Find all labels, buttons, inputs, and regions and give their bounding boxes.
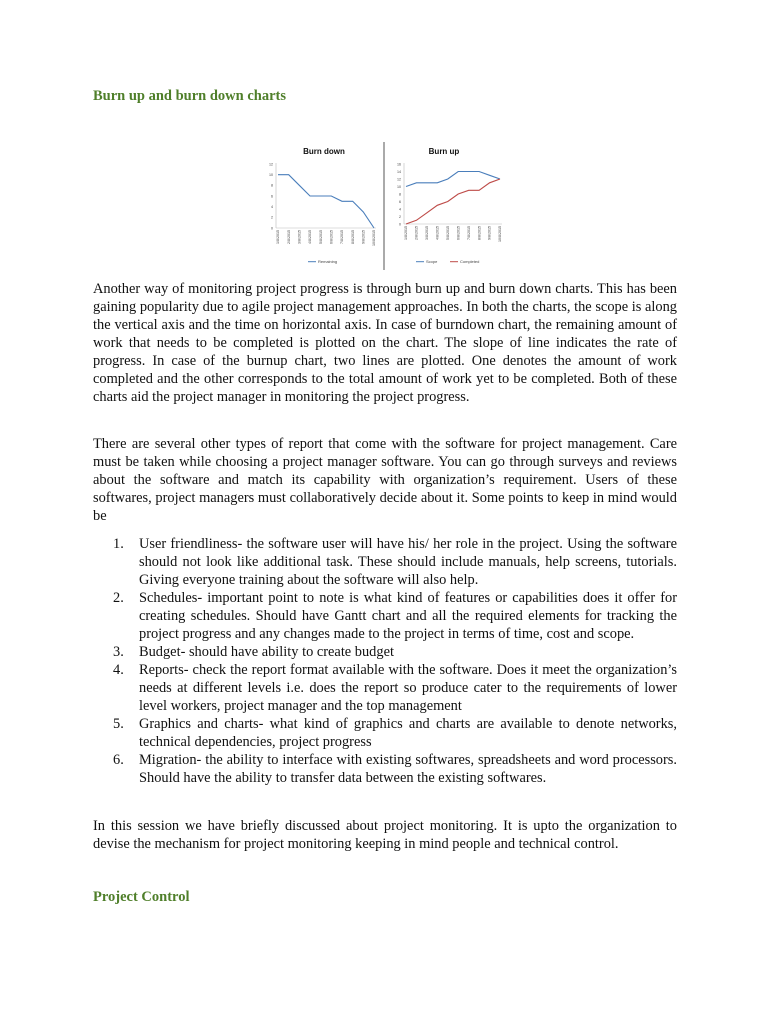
burnup-x-tick-label: 9/8/2015 <box>487 226 492 240</box>
burndown-chart-title: Burn down <box>303 147 345 156</box>
list-item <box>93 661 677 715</box>
burnup-x-tick-label: 3/8/2015 <box>425 226 430 240</box>
burndown-y-tick-label: 0 <box>271 226 273 231</box>
burnup-legend-label: Completed <box>460 259 480 264</box>
burnup-y-tick-label: 8 <box>399 192 401 197</box>
burndown-x-tick-label: 8/8/2015 <box>350 230 355 244</box>
points-list <box>93 535 677 787</box>
burnup-y-tick-label: 4 <box>399 207 401 212</box>
list-item-number: 4. <box>113 662 124 678</box>
list-item-number: 6. <box>113 752 124 768</box>
burndown-x-tick-label: 9/8/2015 <box>361 230 366 244</box>
list-item-text: Budget- should have ability to create budget <box>139 644 394 660</box>
burnup-x-tick-label: 6/8/2015 <box>456 226 461 240</box>
burndown-y-tick-label: 8 <box>271 183 273 188</box>
burnup-y-tick-label: 12 <box>397 177 401 182</box>
list-item-number: 5. <box>113 716 124 732</box>
burnup-x-tick-label: 1/8/2015 <box>404 226 409 240</box>
list-item <box>93 535 677 589</box>
burnup-x-tick-label: 10/8/2015 <box>498 226 503 242</box>
burndown-y-tick-label: 6 <box>271 194 273 199</box>
list-item-text: Migration- the ability to interface with existing softwares, spreadsheets and word processors. Should have the ability to transfer data between the existing softwares. <box>139 752 677 786</box>
burnup-y-tick-label: 2 <box>399 214 401 219</box>
paragraph-summary: In this session we have briefly discussed about project monitoring. It is upto the organization to devise the mechanism for project monitoring keeping in mind people and technical control. <box>93 818 677 852</box>
paragraph-report-types: There are several other types of report that come with the software for project management. Care must be taken while choosing a project manager software. You can go through surveys and reviews about the software and match its capability with organization’s requirement. Users of these softwares, project managers must collaboratively decide about it. Some points to keep in mind would be <box>93 436 677 524</box>
burndown-x-tick-label: 7/8/2015 <box>340 230 345 244</box>
burnup-y-tick-label: 14 <box>397 169 401 174</box>
list-item-text: Reports- check the report format available with the software. Does it meet the organization’s needs at different levels i.e. does the report so produce cater to the requirements of lower level workers, project manager and the top management <box>139 662 677 714</box>
burnup-series-line-completed <box>406 179 500 224</box>
burndown-x-tick-label: 3/8/2015 <box>297 230 302 244</box>
burndown-x-tick-label: 2/8/2015 <box>286 230 291 244</box>
burndown-y-tick-label: 2 <box>271 215 273 220</box>
list-item-text: Graphics and charts- what kind of graphics and charts are available to denote networks, technical dependencies, project progress <box>139 716 677 750</box>
burnup-y-tick-label: 10 <box>397 184 401 189</box>
burnup-y-tick-label: 16 <box>397 162 401 167</box>
list-item <box>93 643 677 661</box>
list-item-text: Schedules- important point to note is what kind of features or capabilities does it offer for creating schedules. Should have Gantt chart and all the required elements for tracking the project progress and any changes made to the project in terms of time, cost and scope. <box>139 590 677 642</box>
list-item-number: 1. <box>113 536 124 552</box>
burndown-x-tick-label: 5/8/2015 <box>318 230 323 244</box>
section-heading-burn-charts: Burn up and burn down charts <box>93 88 287 104</box>
burnup-y-tick-label: 6 <box>399 199 401 204</box>
burndown-y-tick-label: 4 <box>271 204 273 209</box>
list-item-number: 2. <box>113 590 124 606</box>
burnup-y-tick-label: 0 <box>399 222 401 227</box>
list-item-text: User friendliness- the software user will have his/ her role in the project. Using the software should not look like additional task. These should include manuals, help screens, tutorials. Giving everyone training about the software will also help. <box>139 536 677 588</box>
burndown-x-tick-label: 10/8/2015 <box>372 230 377 246</box>
burnup-x-tick-label: 2/8/2015 <box>414 226 419 240</box>
paragraph-burn-charts: Another way of monitoring project progress is through burn up and burn down charts. This has been gaining popularity due to agile project management approaches. In both the charts, the scope is along the vertical axis and the time on horizontal axis. In case of burndown chart, the remaining amount of work that needs to be completed is plotted on the chart. The slope of line indicates the rate of progress. In case of the burnup chart, two lines are plotted. One denotes the amount of work completed and the other corresponds to the total amount of work yet to be completed. Both of these charts aid the project manager in monitoring the project progress. <box>93 281 677 405</box>
list-item <box>93 751 677 787</box>
burndown-x-tick-label: 1/8/2015 <box>276 230 281 244</box>
list-item <box>93 715 677 751</box>
burnup-chart-title: Burn up <box>428 147 460 156</box>
burnup-x-tick-label: 8/8/2015 <box>477 226 482 240</box>
list-item <box>93 589 677 643</box>
burndown-y-tick-label: 10 <box>269 172 273 177</box>
burn-charts-figure <box>258 142 516 270</box>
burnup-legend-label: Scope <box>426 259 438 264</box>
burndown-x-tick-label: 4/8/2015 <box>308 230 313 244</box>
burnup-series-line-scope <box>406 172 500 187</box>
section-heading-project-control: Project Control <box>93 889 190 905</box>
burndown-legend-label: Remaining <box>318 259 338 264</box>
burnup-x-tick-label: 4/8/2015 <box>435 226 440 240</box>
burnup-x-tick-label: 7/8/2015 <box>466 226 471 240</box>
burnup-x-tick-label: 5/8/2015 <box>445 226 450 240</box>
burn-charts-svg <box>258 142 516 270</box>
burndown-series-line-remaining <box>278 175 374 228</box>
list-item-number: 3. <box>113 644 124 660</box>
burndown-y-tick-label: 12 <box>269 162 273 167</box>
burndown-x-tick-label: 6/8/2015 <box>329 230 334 244</box>
